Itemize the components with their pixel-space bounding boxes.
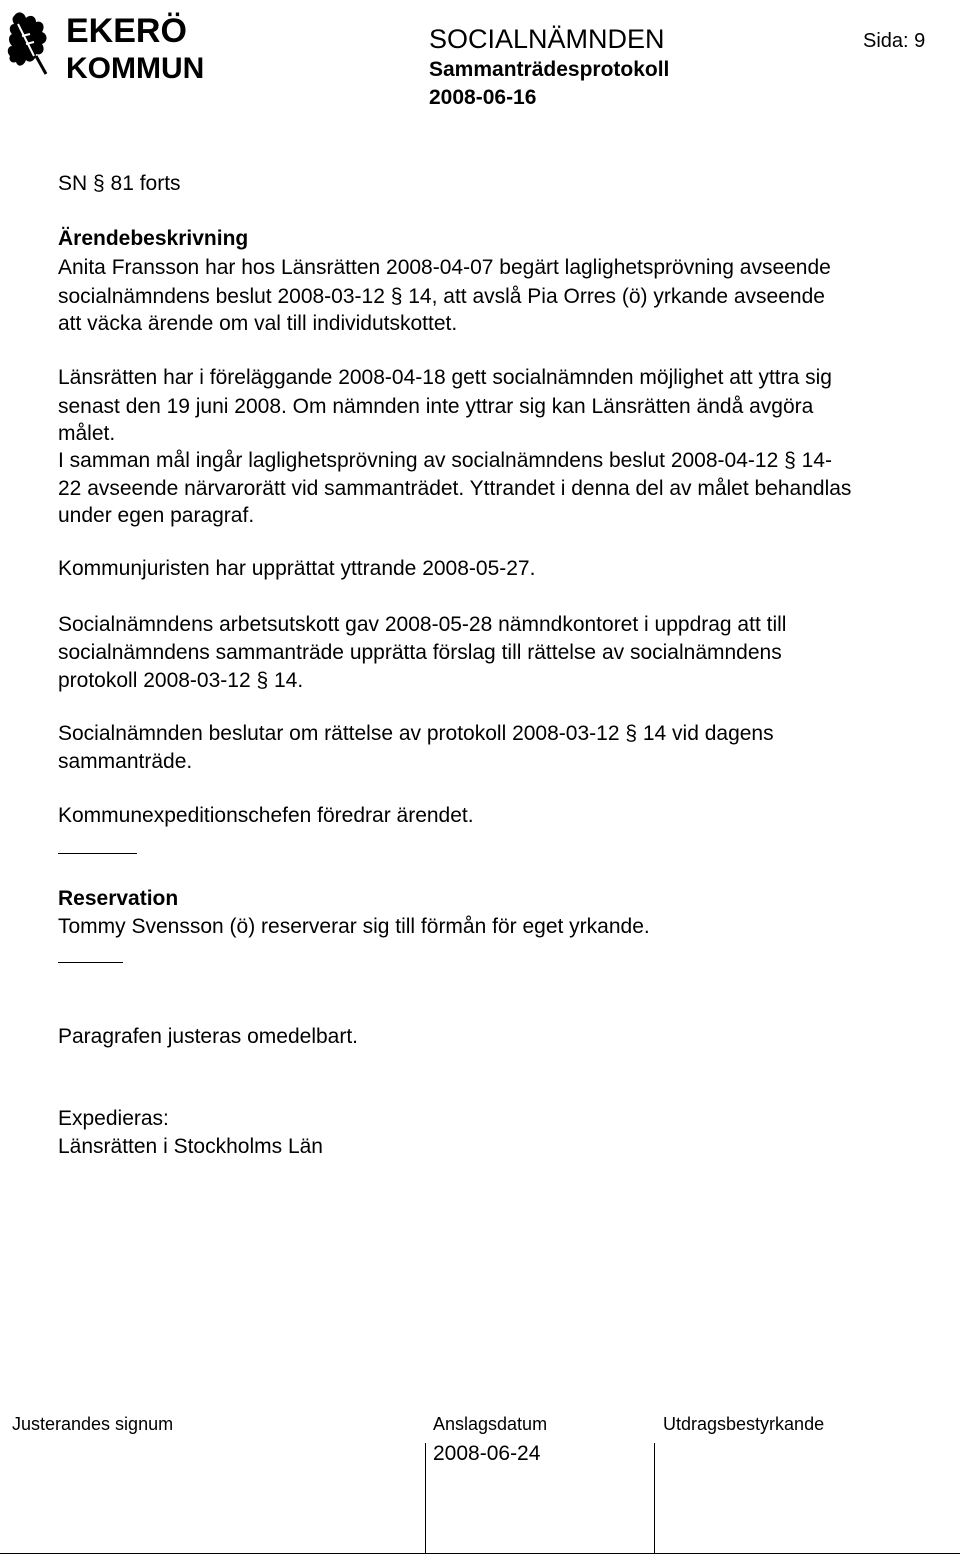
paragraph-line: 22 avseende närvarorätt vid sammanträdet. Yttrandet i denna del av målet behandlas: [58, 477, 852, 500]
paragraph-line: Paragrafen justeras omedelbart.: [58, 1025, 358, 1048]
separator-line: [58, 853, 137, 854]
posted-date: 2008-06-24: [433, 1442, 541, 1465]
footer-rule: [0, 1553, 960, 1554]
footer-divider: [654, 1443, 655, 1553]
meeting-date: 2008-06-16: [429, 86, 537, 109]
paragraph-line: protokoll 2008-03-12 § 14.: [58, 669, 304, 692]
paragraph-line: Länsrätten har i föreläggande 2008-04-18 gett socialnämnden möjlighet att yttra sig: [58, 366, 832, 389]
paragraph-line: att väcka ärende om val till individutskottet.: [58, 312, 458, 335]
dispatch-label: Expedieras:: [58, 1107, 169, 1130]
reservation-heading: Reservation: [58, 887, 179, 910]
extract-label: Utdragsbestyrkande: [663, 1414, 825, 1434]
separator-line: [58, 962, 123, 963]
dispatch-recipient: Länsrätten i Stockholms Län: [58, 1135, 323, 1158]
paragraph-line: under egen paragraf.: [58, 504, 255, 527]
paragraph-line: Anita Fransson har hos Länsrätten 2008-04-07 begärt laglighetsprövning avseende: [58, 256, 831, 279]
signature-label: Justerandes signum: [12, 1414, 174, 1434]
municipality-logo: [6, 6, 222, 86]
paragraph-line: socialnämndens sammanträde upprätta förslag till rättelse av socialnämndens: [58, 641, 782, 664]
paragraph-line: socialnämndens beslut 2008-03-12 § 14, att avslå Pia Orres (ö) yrkande avseende: [58, 285, 825, 308]
paragraph-line: Socialnämndens arbetsutskott gav 2008-05-28 nämndkontoret i uppdrag att till: [58, 613, 787, 636]
section-heading: Ärendebeskrivning: [58, 227, 249, 250]
paragraph-line: I samman mål ingår laglighetsprövning av socialnämndens beslut 2008-04-12 § 14-: [58, 449, 832, 472]
oak-leaf-icon: [6, 6, 222, 86]
logo-text-ekero: EKERÖ: [66, 12, 187, 50]
document-type: Sammanträdesprotokoll: [429, 58, 670, 81]
logo-text-kommun: KOMMUN: [66, 52, 205, 85]
paragraph-line: senast den 19 juni 2008. Om nämnden inte yttrar sig kan Länsrätten ändå avgöra: [58, 395, 814, 418]
paragraph-line: målet.: [58, 422, 116, 445]
committee-title: SOCIALNÄMNDEN: [429, 24, 665, 54]
footer-divider: [425, 1443, 426, 1553]
posted-date-label: Anslagsdatum: [433, 1414, 548, 1434]
reservation-text: Tommy Svensson (ö) reserverar sig till förmån för eget yrkande.: [58, 915, 650, 938]
paragraph-line: sammanträde.: [58, 750, 193, 773]
case-reference: SN § 81 forts: [58, 172, 181, 195]
paragraph-line: Kommunjuristen har upprättat yttrande 2008-05-27.: [58, 557, 536, 580]
page-number: Sida: 9: [863, 30, 926, 52]
paragraph-line: Kommunexpeditionschefen föredrar ärendet.: [58, 804, 474, 827]
paragraph-line: Socialnämnden beslutar om rättelse av protokoll 2008-03-12 § 14 vid dagens: [58, 722, 774, 745]
